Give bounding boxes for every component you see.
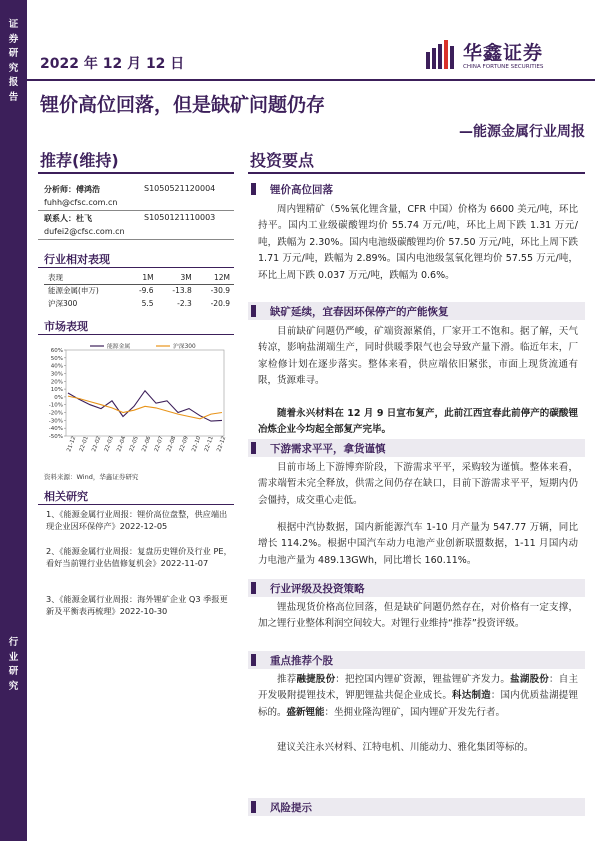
stock-name: 盛新锂能 [286, 706, 325, 718]
section-heading: 缺矿延续，宜春因环保停产的产能恢复 [251, 303, 449, 319]
x-tick-label: 22-11 [203, 435, 215, 453]
side-bar [0, 0, 27, 841]
performance-divider [38, 267, 234, 268]
y-tick-label: -40% [48, 426, 63, 433]
section-marker [251, 442, 256, 454]
legend-label: 沪深300 [173, 344, 196, 350]
analyst-name: 傅鸿浩 [76, 185, 100, 194]
section-marker [251, 801, 256, 813]
market-performance-chart [38, 338, 234, 470]
analyst-email[interactable]: fuhh@cfsc.com.cn [44, 198, 118, 207]
x-tick-label: 22-05 [128, 435, 140, 453]
table-row: 沪深300 5.5 -2.3 -20.9 [48, 299, 230, 308]
contact-email[interactable]: dufei2@cfsc.com.cn [44, 227, 125, 236]
section-marker [251, 654, 256, 666]
section-heading: 行业评级及投资策略 [251, 580, 365, 596]
section-marker [251, 183, 256, 195]
report-title: 锂价高位回落，但是缺矿问题仍存 [40, 94, 326, 116]
side-label-industry-research: 行 业 研 究 [8, 637, 19, 692]
y-tick-label: -50% [48, 434, 63, 440]
paragraph-recommended-stocks: 推荐融捷股份：把控国内锂矿资源，锂盐锂矿齐发力。盐湖股份：自主开发吸附提锂技术，钾肥锂盐共促企业成长。科达制造：国内优质盐湖提锂标的。盛新锂能：坐拥业隆沟锂矿，国内锂矿开发先行者。 [258, 674, 578, 718]
analyst-divider [38, 210, 234, 211]
stock-name: 科达制造 [452, 690, 491, 702]
paragraph-watchlist: 建议关注永兴材料、江特电机、川能动力、雅化集团等标的。 [277, 742, 534, 753]
brand-name-en: CHINA FORTUNE SECURITIES [463, 64, 544, 70]
x-tick-label: 22-03 [103, 435, 115, 453]
paragraph-production-data: 根据中汽协数据，国内新能源汽车 1-10 月产量为 547.77 万辆，同比增长 114.2%。根据中国汽车动力电池产业创新联盟数据，1-11 月国内动力电池产量为 489.13GWh，同比增长 160.11%。 [258, 522, 578, 566]
x-tick-label: 22-04 [116, 435, 128, 453]
investment-highlights-title: 投资要点 [250, 151, 315, 170]
brand-logo [425, 40, 585, 76]
stock-name: 盐湖股份 [510, 674, 550, 685]
section-heading: 重点推荐个股 [251, 652, 333, 668]
contact-row: 联系人：杜飞 S1050121110003 [44, 213, 216, 223]
x-tick-label: 21-12 [66, 435, 78, 453]
x-tick-label: 22-08 [166, 435, 178, 453]
market-divider [38, 334, 234, 335]
table-header-row: 表现 1M 3M 12M [44, 271, 234, 284]
brand-mark-icon [425, 40, 457, 70]
x-tick-label: 22-06 [141, 435, 153, 453]
analyst-cert: S1050521120004 [144, 184, 216, 193]
related-research-heading: 相关研究 [44, 490, 88, 503]
section-heading: 锂价高位回落 [251, 181, 333, 197]
x-tick-label: 22-07 [153, 435, 165, 453]
market-heading: 市场表现 [44, 320, 88, 333]
x-tick-label: 22-09 [178, 435, 190, 453]
brand-name: 华鑫证券 [463, 42, 544, 64]
report-subtitle: —能源金属行业周报 [459, 124, 585, 140]
contact-name: 杜飞 [76, 214, 92, 223]
paragraph-demand: 目前市场上下游博弈阶段，下游需求平平，采购较为谨慎。整体来看，需求端暂未完全释放，供需之间仍存在缺口，目前下游需求平平，短期内仍会僵持，成交重心走低。 [258, 462, 578, 506]
x-tick-label: 22-10 [191, 435, 203, 453]
y-tick-label: 60% [50, 348, 63, 354]
x-tick-label: 22-01 [78, 435, 90, 453]
related-item[interactable]: 1、《能源金属行业周报：锂价高位盘整，供应端出现企业因环保停产》2022-12-05 [46, 509, 228, 532]
plot-frame [66, 350, 224, 436]
related-item[interactable]: 2、《能源金属行业周报：复盘历史锂价及行业 PE，看好当前锂行业估值修复机会》2022-11-07 [46, 546, 232, 569]
y-tick-label: 50% [50, 355, 63, 362]
paragraph-supply: 目前缺矿问题仍严峻，矿端资源紧俏，厂家开工不饱和。据了解，天气转凉，影响盐湖端生产，同时供暖季限气也会导致产量下滑。临近年末，厂家检修计划在逐步落实。整体来看，供应端依旧紧张，市面上现货流通有限，货源难寻。 [258, 326, 578, 387]
y-tick-label: -10% [48, 402, 63, 409]
paragraph-resumption: 随着永兴材料在 12 月 9 日宣布复产，此前江西宜春此前停产的碳酸锂冶炼企业今均起全部复产完毕。 [258, 408, 578, 436]
y-tick-label: 30% [50, 371, 63, 378]
analyst-divider [38, 239, 234, 240]
paragraph-lithium-price: 周内锂精矿（5%氧化锂含量，CFR 中国）价格为 6600 美元/吨，环比持平。国内工业级碳酸锂均价 55.74 万元/吨，环比上周下跌 1.31 万元/吨，跌幅为 2.30%。国内电池级碳酸锂均价 57.50 万元/吨，环比上周下跌 1.71 万元/吨，跌幅为 2.89%。国内电池级氢氧化锂均价 57.55 万元/吨，环比上周下跌 0.037 万元/吨，跌幅为 0.6%。 [258, 204, 578, 281]
related-item[interactable]: 3、《能源金属行业周报：海外锂矿企业 Q3 季报更新及平衡表再梳理》2022-10-30 [46, 594, 228, 617]
section-heading: 下游需求平平，拿货谨慎 [251, 440, 386, 456]
section-marker [251, 305, 256, 317]
performance-heading: 行业相对表现 [44, 253, 110, 266]
side-label-report-type: 证 券 研 究 报 告 [8, 19, 19, 103]
y-tick-label: -30% [48, 418, 63, 425]
rating-label: 推荐(维持) [40, 151, 119, 170]
section-heading: 风险提示 [251, 799, 312, 815]
y-tick-label: 0% [54, 394, 63, 401]
paragraph-rating-strategy: 锂盐现货价格高位回落，但是缺矿问题仍然存在，对价格有一定支撑，加之锂行业整体利润空间较大。对锂行业维持“推荐”投资评级。 [258, 602, 578, 630]
y-tick-label: 20% [50, 379, 63, 386]
chart-source: 资料来源：Wind，华鑫证券研究 [44, 473, 139, 481]
section-marker [251, 582, 256, 594]
y-tick-label: 10% [50, 387, 63, 394]
x-tick-label: 22-12 [216, 435, 228, 453]
performance-table [44, 271, 234, 310]
legend-label: 能源金属 [107, 344, 131, 350]
header-divider [27, 79, 595, 81]
report-date: 2022 年 12 月 12 日 [40, 56, 185, 72]
stock-name: 融捷股份 [296, 674, 336, 685]
y-tick-label: -20% [48, 410, 63, 417]
y-tick-label: 40% [50, 363, 63, 370]
analyst-row: 分析师：傅鸿浩 S1050521120004 [44, 184, 216, 194]
contact-cert: S1050121110003 [144, 213, 216, 222]
x-tick-label: 22-02 [91, 435, 103, 453]
investment-highlights-divider [248, 172, 585, 174]
rating-divider [38, 172, 234, 174]
table-row: 能源金属(申万) -9.6 -13.8 -30.9 [48, 286, 230, 296]
related-research-divider [38, 504, 234, 505]
